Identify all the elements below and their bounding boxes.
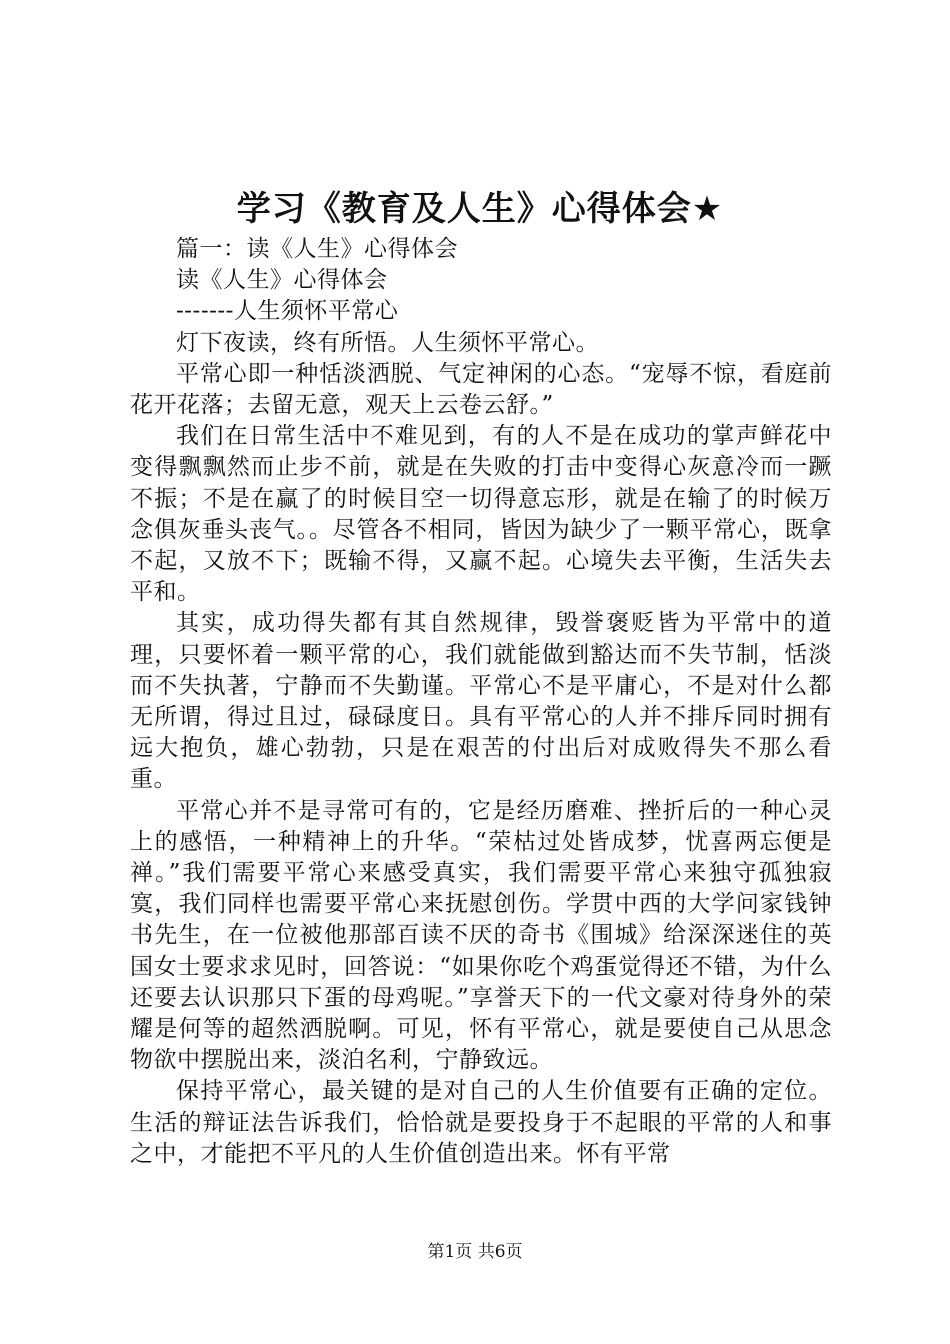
article-title: 读《人生》心得体会 xyxy=(176,267,388,294)
document-body xyxy=(130,234,832,1170)
paragraph: 平常心并不是寻常可有的，它是经历磨难、挫折后的一种心灵上的感悟，一种精神上的升华。“荣枯过处皆成梦，忧喜两忘便是禅。”我们需要平常心来感受真实，我们需要平常心来独守孤独寂寞，我们同样也需要平常心来抚慰创伤。学贯中西的大学问家钱钟书先生，在一位被他那部百读不厌的奇书《围城》给深深迷住的英国女士要求求见时，回答说：“如果你吃个鸡蛋觉得还不错，为什么还要去认识那只下蛋的母鸡呢。”享誉天下的一代文豪对待身外的荣耀是何等的超然洒脱啊。可见，怀有平常心，就是要使自己从思念物欲中摆脱出来，淡泊名利，宁静致远。 xyxy=(130,797,832,1074)
paragraph: 保持平常心，最关键的是对自己的人生价值要有正确的定位。生活的辩证法告诉我们，恰恰就是要投身于不起眼的平常的人和事之中，才能把不平凡的人生价值创造出来。怀有平常 xyxy=(130,1078,832,1167)
paragraph: 我们在日常生活中不难见到，有的人不是在成功的掌声鲜花中变得飘飘然而止步不前，就是在失败的打击中变得心灰意冷而一蹶不振；不是在赢了的时候目空一切得意忘形，就是在输了的时候万念俱灰垂头丧气。。尽管各不相同，皆因为缺少了一颗平常心，既拿不起，又放不下；既输不得，又赢不起。心境失去平衡，生活失去平和。 xyxy=(130,423,832,606)
document-title: 学习《教育及人生》心得体会★ xyxy=(236,189,724,229)
paragraph: 灯下夜读，终有所悟。人生须怀平常心。 xyxy=(176,329,599,356)
paragraph: 其实，成功得失都有其自然规律，毁誉褒贬皆为平常中的道理，只要怀着一颗平常的心，我们就能做到豁达而不失节制，恬淡而不失执著，宁静而不失勤谨。平常心不是平庸心，不是对什么都无所谓，得过且过，碌碌度日。具有平常心的人并不排斥同时拥有远大抱负，雄心勃勃，只是在艰苦的付出后对成败得失不那么看重。 xyxy=(130,610,832,793)
page-number: 第1页 共6页 xyxy=(427,1242,523,1262)
article-subtitle: -------人生须怀平常心 xyxy=(176,298,399,325)
paragraph: 平常心即一种恬淡洒脱、气定神闲的心态。“宠辱不惊，看庭前花开花落；去留无意，观天上云卷云舒。” xyxy=(130,360,832,419)
section-heading: 篇一：读《人生》心得体会 xyxy=(176,236,458,262)
